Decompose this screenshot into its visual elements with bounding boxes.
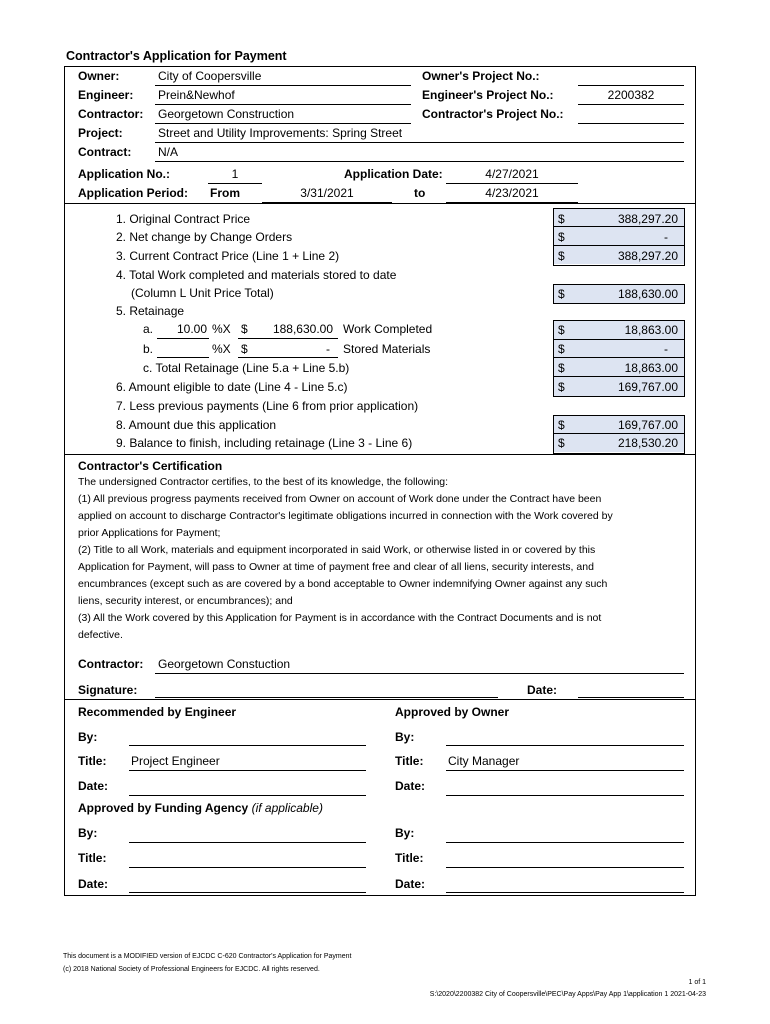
owner-by-field[interactable]: [446, 745, 684, 746]
line-4-label: 4. Total Work completed and materials stored to date: [116, 268, 397, 282]
line-5a-percent: 10.00: [176, 322, 207, 336]
cert-contractor-label: Contractor:: [78, 657, 144, 671]
owner-project-label: Owner's Project No.:: [422, 69, 540, 83]
amount-rule: [553, 245, 684, 246]
certification-text: (3) All the Work covered by this Application for Payment is in accordance with the Contract Documents and is not: [78, 612, 602, 624]
certification-text: defective.: [78, 629, 123, 641]
amount-rule: [553, 226, 684, 227]
engineer-by-label: By:: [78, 730, 98, 744]
certification-heading: Contractor's Certification: [78, 459, 223, 473]
dollar-sign: $: [558, 323, 565, 337]
engineer-project-underline: [578, 104, 684, 105]
funding-note: (if applicable): [251, 801, 323, 815]
funding-title-label: Title:: [78, 851, 107, 865]
owner-underline: [155, 85, 411, 86]
certification-text: applied on account to discharge Contractor's legitimate obligations incurred in connection with the Work covered by: [78, 510, 613, 522]
amount-line-4: 188,630.00: [617, 287, 678, 301]
line-9-label: 9. Balance to finish, including retainage (Line 3 - Line 6): [116, 436, 413, 450]
funding-date-field-right[interactable]: [446, 892, 684, 893]
line-5a-pctx: %X: [212, 322, 231, 336]
engineer-underline: [155, 104, 411, 105]
amount-rule: [553, 339, 684, 340]
line-7-label: 7. Less previous payments (Line 6 from prior application): [116, 399, 419, 413]
line-5a-amount-underline: [238, 338, 338, 339]
app-date-label: Application Date:: [344, 167, 443, 181]
line-5a-label: a.: [143, 322, 154, 336]
line-6-label: 6. Amount eligible to date (Line 4 - Line 5.c): [116, 380, 348, 394]
amount-line-1: 388,297.20: [617, 212, 678, 226]
amount-line-5a: 18,863.00: [624, 323, 678, 337]
engineer-value: Prein&Newhof: [158, 88, 235, 102]
owner-by-label: By:: [395, 730, 415, 744]
engineer-date-field[interactable]: [129, 795, 366, 796]
summary-divider: [64, 454, 695, 455]
header-divider: [64, 203, 695, 204]
owner-title-underline: [446, 770, 684, 771]
from-value: 3/31/2021: [300, 186, 354, 200]
app-date-value: 4/27/2021: [485, 167, 539, 181]
certification-text: encumbrances (except such as are covered by a bond acceptable to Owner indemnifying Owner against any such: [78, 578, 608, 590]
line-4-sub-label: (Column L Unit Price Total): [131, 286, 274, 300]
dollar-sign: $: [558, 418, 565, 432]
amount-line-9: 218,530.20: [617, 436, 678, 450]
project-value: Street and Utility Improvements: Spring Street: [158, 126, 403, 140]
amount-line-2: -: [664, 230, 668, 244]
funding-by-field[interactable]: [129, 842, 366, 843]
contractor-value: Georgetown Construction: [158, 107, 295, 121]
line-5b-dollar: $: [241, 342, 248, 356]
amount-line-8: 169,767.00: [617, 418, 678, 432]
app-no-label: Application No.:: [78, 167, 170, 181]
contractor-project-underline: [578, 123, 684, 124]
owner-heading: Approved by Owner: [395, 705, 510, 719]
line-5a-percent-underline: [157, 338, 209, 339]
funding-heading: [78, 801, 323, 815]
dollar-sign: $: [558, 287, 565, 301]
to-label: to: [414, 186, 426, 200]
owner-date-label: Date:: [395, 779, 426, 793]
engineer-project-value: 2200382: [607, 88, 655, 102]
engineer-title-underline: [129, 770, 366, 771]
footer-file-path: S:\2020\2200382 City of Coopersville\PEC\Pay Apps\Pay App 1\application 1 2021-04-23: [429, 991, 706, 998]
contractor-underline: [155, 123, 411, 124]
line-5a-desc: Work Completed: [343, 322, 433, 336]
contract-value: N/A: [158, 145, 179, 159]
footer-line-1: This document is a MODIFIED version of EJCDC C-620 Contractor's Application for Payment: [63, 953, 352, 960]
owner-label: Owner:: [78, 69, 120, 83]
line-5b-percent-underline: [157, 357, 209, 358]
app-no-value: 1: [231, 167, 239, 181]
project-label: Project:: [78, 126, 123, 140]
engineer-title-label: Title:: [78, 754, 107, 768]
certification-intro: The undersigned Contractor certifies, to the best of its knowledge, the following:: [78, 476, 449, 488]
amount-rule: [553, 433, 684, 434]
contractor-label: Contractor:: [78, 107, 144, 121]
line-5c-label: c. Total Retainage (Line 5.a + Line 5.b): [143, 361, 350, 375]
cert-divider: [64, 699, 695, 700]
amount-line-5b: -: [664, 342, 668, 356]
line-8-label: 8. Amount due this application: [116, 418, 277, 432]
to-underline: [446, 202, 578, 203]
app-date-underline: [446, 183, 578, 184]
dollar-sign: $: [558, 230, 565, 244]
line-2-label: 2. Net change by Change Orders: [116, 230, 293, 244]
owner-date-field[interactable]: [446, 795, 684, 796]
footer-line-2: (c) 2018 National Society of Professional Engineers for EJCDC. All rights reserved.: [63, 966, 320, 973]
project-underline: [155, 142, 684, 143]
amount-line-5c: 18,863.00: [624, 361, 678, 375]
amount-line-6: 169,767.00: [617, 380, 678, 394]
dollar-sign: $: [558, 361, 565, 375]
engineer-heading: Recommended by Engineer: [78, 705, 237, 719]
engineer-date-label: Date:: [78, 779, 109, 793]
funding-by-label-right: By:: [395, 826, 415, 840]
funding-date-label: Date:: [78, 877, 109, 891]
contract-underline: [155, 161, 684, 162]
engineer-title-value: Project Engineer: [131, 754, 220, 768]
line-1-label: 1. Original Contract Price: [116, 212, 251, 226]
dollar-sign: $: [558, 436, 565, 450]
owner-title-value: City Manager: [448, 754, 520, 768]
app-no-underline: [208, 183, 262, 184]
line-5b-amount-underline: [238, 357, 338, 358]
funding-title-field[interactable]: [129, 867, 366, 868]
line-5a-dollar: $: [241, 322, 248, 336]
certification-text: liens, security interest, or encumbrances); and: [78, 595, 293, 607]
line-5b-pctx: %X: [212, 342, 231, 356]
footer-page-number: 1 of 1: [688, 979, 706, 986]
contract-label: Contract:: [78, 145, 132, 159]
line-5-label: 5. Retainage: [116, 304, 185, 318]
engineer-project-label: Engineer's Project No.:: [422, 88, 554, 102]
amount-rule: [553, 357, 684, 358]
funding-date-field[interactable]: [129, 892, 366, 893]
from-label: From: [210, 186, 240, 200]
owner-value: City of Coopersville: [158, 69, 262, 83]
owner-project-underline: [578, 85, 684, 86]
dollar-sign: $: [558, 380, 565, 394]
line-5b-desc: Stored Materials: [343, 342, 431, 356]
signature-date-label: Date:: [527, 683, 558, 697]
funding-by-field-right[interactable]: [446, 842, 684, 843]
certification-text: (1) All previous progress payments received from Owner on account of Work done under the Contract have been: [78, 493, 602, 505]
certification-text: (2) Title to all Work, materials and equipment incorporated in said Work, or otherwise listed in or covered by this: [78, 544, 596, 556]
amount-rule: [553, 376, 684, 377]
cert-contractor-value: Georgetown Constuction: [158, 657, 291, 671]
line-5b-amount: -: [326, 342, 330, 356]
form-title: Contractor's Application for Payment: [66, 49, 287, 63]
dollar-sign: $: [558, 212, 565, 226]
line-5a-amount: 188,630.00: [272, 322, 333, 336]
funding-title-label-right: Title:: [395, 851, 424, 865]
dollar-sign: $: [558, 249, 565, 263]
dollar-sign: $: [558, 342, 565, 356]
app-period-label: Application Period:: [78, 186, 189, 200]
funding-date-label-right: Date:: [395, 877, 426, 891]
signature-field[interactable]: [155, 697, 498, 698]
cert-contractor-underline: [155, 673, 684, 674]
line-3-label: 3. Current Contract Price (Line 1 + Line 2): [116, 249, 340, 263]
certification-text: Application for Payment, will pass to Owner at time of payment free and clear of all liens, security interests, and: [78, 561, 594, 573]
owner-title-label: Title:: [395, 754, 424, 768]
engineer-by-field[interactable]: [129, 745, 366, 746]
signature-date-field[interactable]: [578, 697, 684, 698]
amount-line-3: 388,297.20: [617, 249, 678, 263]
funding-heading-label: Approved by Funding Agency: [78, 801, 249, 815]
line-5b-label: b.: [143, 342, 154, 356]
certification-text: prior Applications for Payment;: [78, 527, 221, 539]
signature-label: Signature:: [78, 683, 138, 697]
funding-title-field-right[interactable]: [446, 867, 684, 868]
from-underline: [262, 202, 392, 203]
engineer-label: Engineer:: [78, 88, 134, 102]
funding-by-label: By:: [78, 826, 98, 840]
contractor-project-label: Contractor's Project No.:: [422, 107, 564, 121]
to-value: 4/23/2021: [485, 186, 539, 200]
